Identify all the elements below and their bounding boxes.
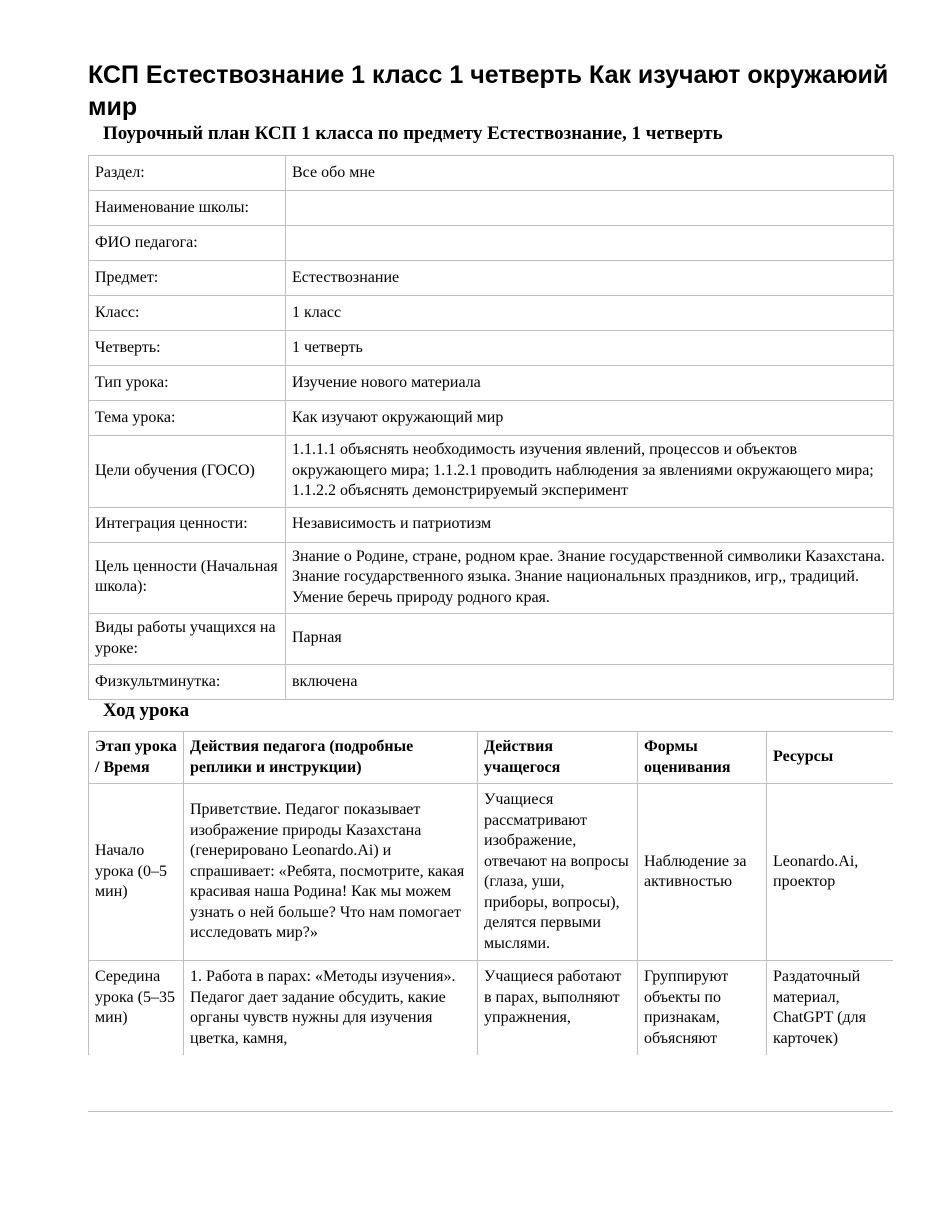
course-cell: Раздаточный материал, ChatGPT (для карточек) xyxy=(767,961,894,1056)
info-label: Виды работы учащихся на уроке: xyxy=(89,614,286,665)
info-row xyxy=(89,261,894,296)
info-value: Независимость и патриотизм xyxy=(286,507,894,542)
course-cell: Середина урока (5–35 мин) xyxy=(89,961,184,1056)
course-header-row xyxy=(89,732,894,784)
info-label: Тип урока: xyxy=(89,366,286,401)
info-label: Интеграция ценности: xyxy=(89,507,286,542)
course-header-cell: Действия педагога (подробные реплики и инструкции) xyxy=(184,732,478,784)
info-value xyxy=(286,226,894,261)
info-row xyxy=(89,436,894,508)
course-heading: Ход урока xyxy=(103,700,190,721)
course-table-wrap xyxy=(88,731,893,1112)
info-label: Тема урока: xyxy=(89,401,286,436)
course-header-cell: Формы оценивания xyxy=(638,732,767,784)
course-header-cell: Этап урока / Время xyxy=(89,732,184,784)
course-cell: Leonardo.Ai, проектор xyxy=(767,784,894,961)
course-header-cell: Действия учащегося xyxy=(478,732,638,784)
info-row xyxy=(89,401,894,436)
info-value: 1.1.1.1 объяснять необходимость изучения явлений, процессов и объектов окружающего мира; 1.1.2.1 проводить наблюдения за явлениями окружающего мира; 1.1.2.2 объяснять демонстрируемый эксперимент xyxy=(286,436,894,508)
info-value: 1 четверть xyxy=(286,331,894,366)
course-cell: Наблюдение за активностью xyxy=(638,784,767,961)
document-page xyxy=(88,0,893,1112)
info-row xyxy=(89,331,894,366)
plan-heading: Поурочный план КСП 1 класса по предмету Естествознание, 1 четверть xyxy=(103,123,723,144)
info-label: Четверть: xyxy=(89,331,286,366)
course-row xyxy=(89,784,894,961)
info-label: Раздел: xyxy=(89,156,286,191)
info-row xyxy=(89,366,894,401)
course-row xyxy=(89,961,894,1056)
course-cell: Приветствие. Педагог показывает изображение природы Казахстана (генерировано Leonardo.Ai) и спрашивает: «Ребята, посмотрите, какая красивая наша Родина! Как мы можем узнать о ней больше? Что нам помогает исследовать мир?» xyxy=(184,784,478,961)
lesson-info-body xyxy=(89,156,894,700)
info-label: ФИО педагога: xyxy=(89,226,286,261)
info-row xyxy=(89,191,894,226)
info-value xyxy=(286,191,894,226)
info-label: Предмет: xyxy=(89,261,286,296)
lesson-info-table xyxy=(88,155,894,700)
info-value: Знание о Родине, стране, родном крае. Знание государственной символики Казахстана. Знание государственного языка. Знание национальных праздников, игр,, традиций. Умение беречь природу родного края. xyxy=(286,542,894,614)
info-label: Класс: xyxy=(89,296,286,331)
info-row xyxy=(89,542,894,614)
info-value: включена xyxy=(286,665,894,700)
course-cell: 1. Работа в парах: «Методы изучения». Педагог дает задание обсудить, какие органы чувств нужны для изучения цветка, камня, xyxy=(184,961,478,1056)
info-value: Как изучают окружающий мир xyxy=(286,401,894,436)
info-label: Цель ценности (Начальная школа): xyxy=(89,542,286,614)
info-row xyxy=(89,665,894,700)
info-value: Парная xyxy=(286,614,894,665)
course-cell: Учащиеся рассматривают изображение, отвечают на вопросы (глаза, уши, приборы, вопросы), делятся первыми мыслями. xyxy=(478,784,638,961)
info-row xyxy=(89,296,894,331)
document-title: КСП Естествознание 1 класс 1 четверть Как изучают окружаюий мир xyxy=(88,61,889,121)
info-value: 1 класс xyxy=(286,296,894,331)
info-row xyxy=(89,507,894,542)
info-label: Наименование школы: xyxy=(89,191,286,226)
info-row xyxy=(89,156,894,191)
info-value: Естествознание xyxy=(286,261,894,296)
course-cell: Начало урока (0–5 мин) xyxy=(89,784,184,961)
info-value: Изучение нового материала xyxy=(286,366,894,401)
course-cell: Учащиеся работают в парах, выполняют упражнения, xyxy=(478,961,638,1056)
info-row xyxy=(89,614,894,665)
info-row xyxy=(89,226,894,261)
course-cell: Группируют объекты по признакам, объясняют xyxy=(638,961,767,1056)
course-header-cell: Ресурсы xyxy=(767,732,894,784)
info-label: Цели обучения (ГОСО) xyxy=(89,436,286,508)
info-value: Все обо мне xyxy=(286,156,894,191)
lesson-course-table xyxy=(88,731,893,1055)
course-body xyxy=(89,784,894,1056)
info-label: Физкультминутка: xyxy=(89,665,286,700)
